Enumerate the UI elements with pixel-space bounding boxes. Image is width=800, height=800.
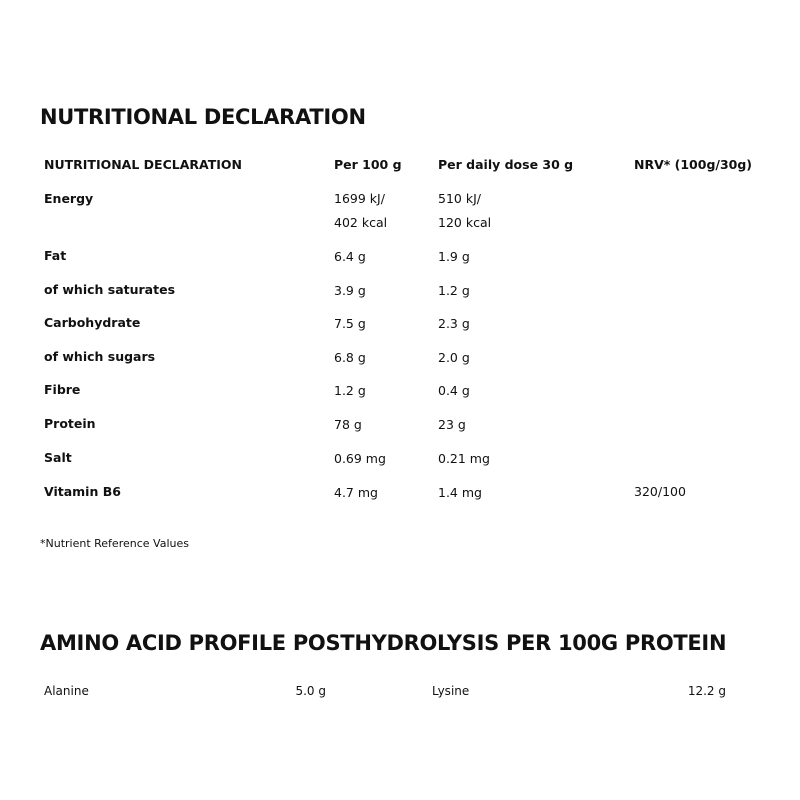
row-daily-sugars: 2.0 g bbox=[438, 350, 470, 365]
row-per100-fibre: 1.2 g bbox=[334, 383, 366, 398]
row-daily-fibre: 0.4 g bbox=[438, 383, 470, 398]
row-label-saturates: of which saturates bbox=[44, 282, 176, 297]
row-daily-fat: 1.9 g bbox=[438, 249, 470, 264]
row-daily-salt: 0.21 mg bbox=[438, 451, 490, 466]
row-daily-protein: 23 g bbox=[438, 417, 466, 432]
row-label-fat: Fat bbox=[44, 248, 67, 263]
row-daily-saturates: 1.2 g bbox=[438, 283, 470, 298]
row-label-salt: Salt bbox=[44, 450, 72, 465]
row-label-sugars: of which sugars bbox=[44, 349, 156, 364]
nutrition-title: NUTRITIONAL DECLARATION bbox=[40, 105, 366, 129]
header-nrv: NRV* (100g/30g) bbox=[634, 157, 753, 172]
header-per100: Per 100 g bbox=[334, 157, 402, 172]
row-daily-vitamin-b6: 1.4 mg bbox=[438, 485, 482, 500]
row-per100-fat: 6.4 g bbox=[334, 249, 366, 264]
row-per100-protein: 78 g bbox=[334, 417, 362, 432]
row-daily-carbohydrate: 2.3 g bbox=[438, 316, 470, 331]
amino-name-alanine: Alanine bbox=[44, 684, 89, 698]
row-per100-sugars: 6.8 g bbox=[334, 350, 366, 365]
energy-per100-kj: 1699 kJ/ bbox=[334, 191, 385, 206]
row-label-protein: Protein bbox=[44, 416, 96, 431]
energy-daily-kj: 510 kJ/ bbox=[438, 191, 481, 206]
header-daily: Per daily dose 30 g bbox=[438, 157, 574, 172]
row-per100-vitamin-b6: 4.7 mg bbox=[334, 485, 378, 500]
row-label-carbohydrate: Carbohydrate bbox=[44, 315, 141, 330]
energy-daily-kcal: 120 kcal bbox=[438, 215, 492, 230]
energy-label: Energy bbox=[44, 191, 94, 206]
energy-per100-kcal: 402 kcal bbox=[334, 215, 388, 230]
nrv-footnote: *Nutrient Reference Values bbox=[40, 537, 189, 550]
row-label-fibre: Fibre bbox=[44, 382, 81, 397]
header-label: NUTRITIONAL DECLARATION bbox=[44, 157, 242, 172]
amino-name-lysine: Lysine bbox=[432, 684, 470, 698]
row-per100-saturates: 3.9 g bbox=[334, 283, 366, 298]
amino-value-lysine: 12.2 g bbox=[687, 684, 726, 698]
row-nrv-vitamin-b6: 320/100 bbox=[634, 484, 686, 499]
row-per100-salt: 0.69 mg bbox=[334, 451, 386, 466]
row-per100-carbohydrate: 7.5 g bbox=[334, 316, 366, 331]
amino-value-alanine: 5.0 g bbox=[295, 684, 326, 698]
row-label-vitamin-b6: Vitamin B6 bbox=[44, 484, 121, 499]
amino-title: AMINO ACID PROFILE POSTHYDROLYSIS PER 100G PROTEIN bbox=[40, 631, 727, 655]
